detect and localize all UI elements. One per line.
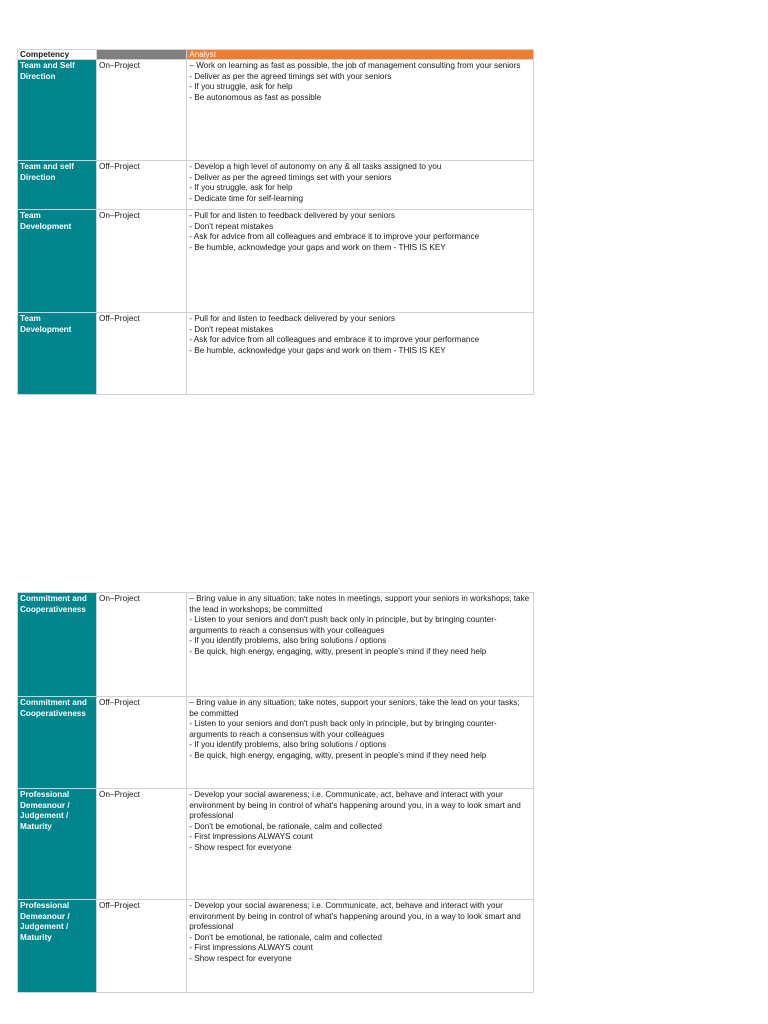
competency-cell: Professional Demeanour / Judgement / Maturity	[18, 789, 97, 900]
context-cell: Off–Project	[96, 697, 186, 789]
context-cell: Off–Project	[96, 900, 186, 993]
table-row	[18, 161, 534, 210]
description-line: - Be humble, acknowledge your gaps and work on them - THIS IS KEY	[189, 345, 446, 355]
description-line: – Bring value in any situation; take notes in meetings, support your seniors in workshops, take the lead in workshops; be committed	[189, 594, 530, 614]
table-row	[18, 210, 534, 313]
description-line: - If you struggle, ask for help	[189, 183, 293, 192]
competency-cell: Team and self Direction	[18, 161, 97, 210]
description-line: - Deliver as per the agreed timings set with your seniors	[189, 71, 392, 81]
table-row	[18, 313, 534, 395]
description-line: - Be autonomous as fast as possible	[189, 92, 322, 102]
description-line: - Pull for and listen to feedback delivered by your seniors	[189, 314, 395, 323]
table-row	[18, 789, 534, 900]
description-line: – Bring value in any situation; take notes, support your seniors, take the lead on your tasks; be committed	[189, 698, 520, 718]
table-row	[18, 697, 534, 789]
description-cell	[187, 210, 534, 313]
description-line: - Deliver as per the agreed timings set with your seniors	[189, 172, 392, 182]
description-cell	[187, 593, 534, 697]
header-level: Analyst	[187, 50, 534, 60]
competency-table-bottom	[17, 592, 534, 993]
table-row	[18, 900, 534, 993]
description-line: - Be humble, acknowledge your gaps and work on them - THIS IS KEY	[189, 242, 446, 252]
header-row	[18, 50, 534, 60]
description-line: - Be quick, high energy, engaging, witty, present in people's mind if they need help	[189, 750, 487, 760]
table-row	[18, 60, 534, 161]
description-cell	[187, 60, 534, 161]
competency-cell: Commitment and Cooperativeness	[18, 697, 97, 789]
competency-cell: Team Development	[18, 210, 97, 313]
description-cell	[187, 900, 534, 993]
description-line: - First impressions ALWAYS count	[189, 943, 313, 952]
description-line: - Listen to your seniors and don't push back only in principle, but by bringing counter-arguments to reach a consensus with your colleagues	[189, 615, 497, 635]
header-context	[96, 50, 186, 60]
competency-cell: Team Development	[18, 313, 97, 395]
description-line: - Ask for advice from all colleagues and embrace it to improve your performance	[189, 232, 480, 241]
description-cell	[187, 313, 534, 395]
description-line: – Work on learning as fast as possible, the job of management consulting from your seniors	[189, 61, 521, 70]
context-cell: Off–Project	[96, 313, 186, 395]
description-line: - Don't be emotional, be rationale, calm and collected	[189, 821, 382, 831]
competency-cell: Commitment and Cooperativeness	[18, 593, 97, 697]
description-line: - Don't repeat mistakes	[189, 324, 274, 334]
table-row	[18, 593, 534, 697]
competency-table-top	[17, 49, 534, 395]
context-cell: Off–Project	[96, 161, 186, 210]
description-line: - First impressions ALWAYS count	[189, 832, 313, 841]
description-line: - Develop your social awareness; i.e. Communicate, act, behave and interact with your environment by being in control of what's happening around you, in a way to look smart and professional	[189, 901, 521, 931]
description-cell	[187, 161, 534, 210]
description-line: - Show respect for everyone	[189, 842, 292, 852]
description-line: - Don't be emotional, be rationale, calm and collected	[189, 932, 382, 942]
competency-cell: Professional Demeanour / Judgement / Maturity	[18, 900, 97, 993]
description-line: - Develop your social awareness; i.e. Communicate, act, behave and interact with your environment by being in control of what's happening around you, in a way to look smart and professional	[189, 790, 521, 820]
description-line: - If you struggle, ask for help	[189, 82, 293, 91]
description-line: - Listen to your seniors and don't push back only in principle, but by bringing counter-arguments to reach a consensus with your colleagues	[189, 719, 497, 739]
description-line: - Show respect for everyone	[189, 953, 292, 963]
description-line: - Don't repeat mistakes	[189, 221, 274, 231]
description-line: - Develop a high level of autonomy on any & all tasks assigned to you	[189, 162, 442, 171]
description-line: - If you identify problems, also bring solutions / options	[189, 636, 387, 645]
description-line: - If you identify problems, also bring solutions / options	[189, 740, 387, 749]
context-cell: On–Project	[96, 210, 186, 313]
competency-cell: Team and Self Direction	[18, 60, 97, 161]
description-line: - Be quick, high energy, engaging, witty, present in people's mind if they need help	[189, 646, 487, 656]
description-line: - Pull for and listen to feedback delivered by your seniors	[189, 211, 395, 220]
context-cell: On–Project	[96, 60, 186, 161]
context-cell: On–Project	[96, 593, 186, 697]
description-cell	[187, 789, 534, 900]
header-competency: Competency	[18, 50, 97, 60]
context-cell: On–Project	[96, 789, 186, 900]
description-line: - Dedicate time for self-learning	[189, 193, 304, 203]
description-cell	[187, 697, 534, 789]
description-line: - Ask for advice from all colleagues and embrace it to improve your performance	[189, 335, 480, 344]
